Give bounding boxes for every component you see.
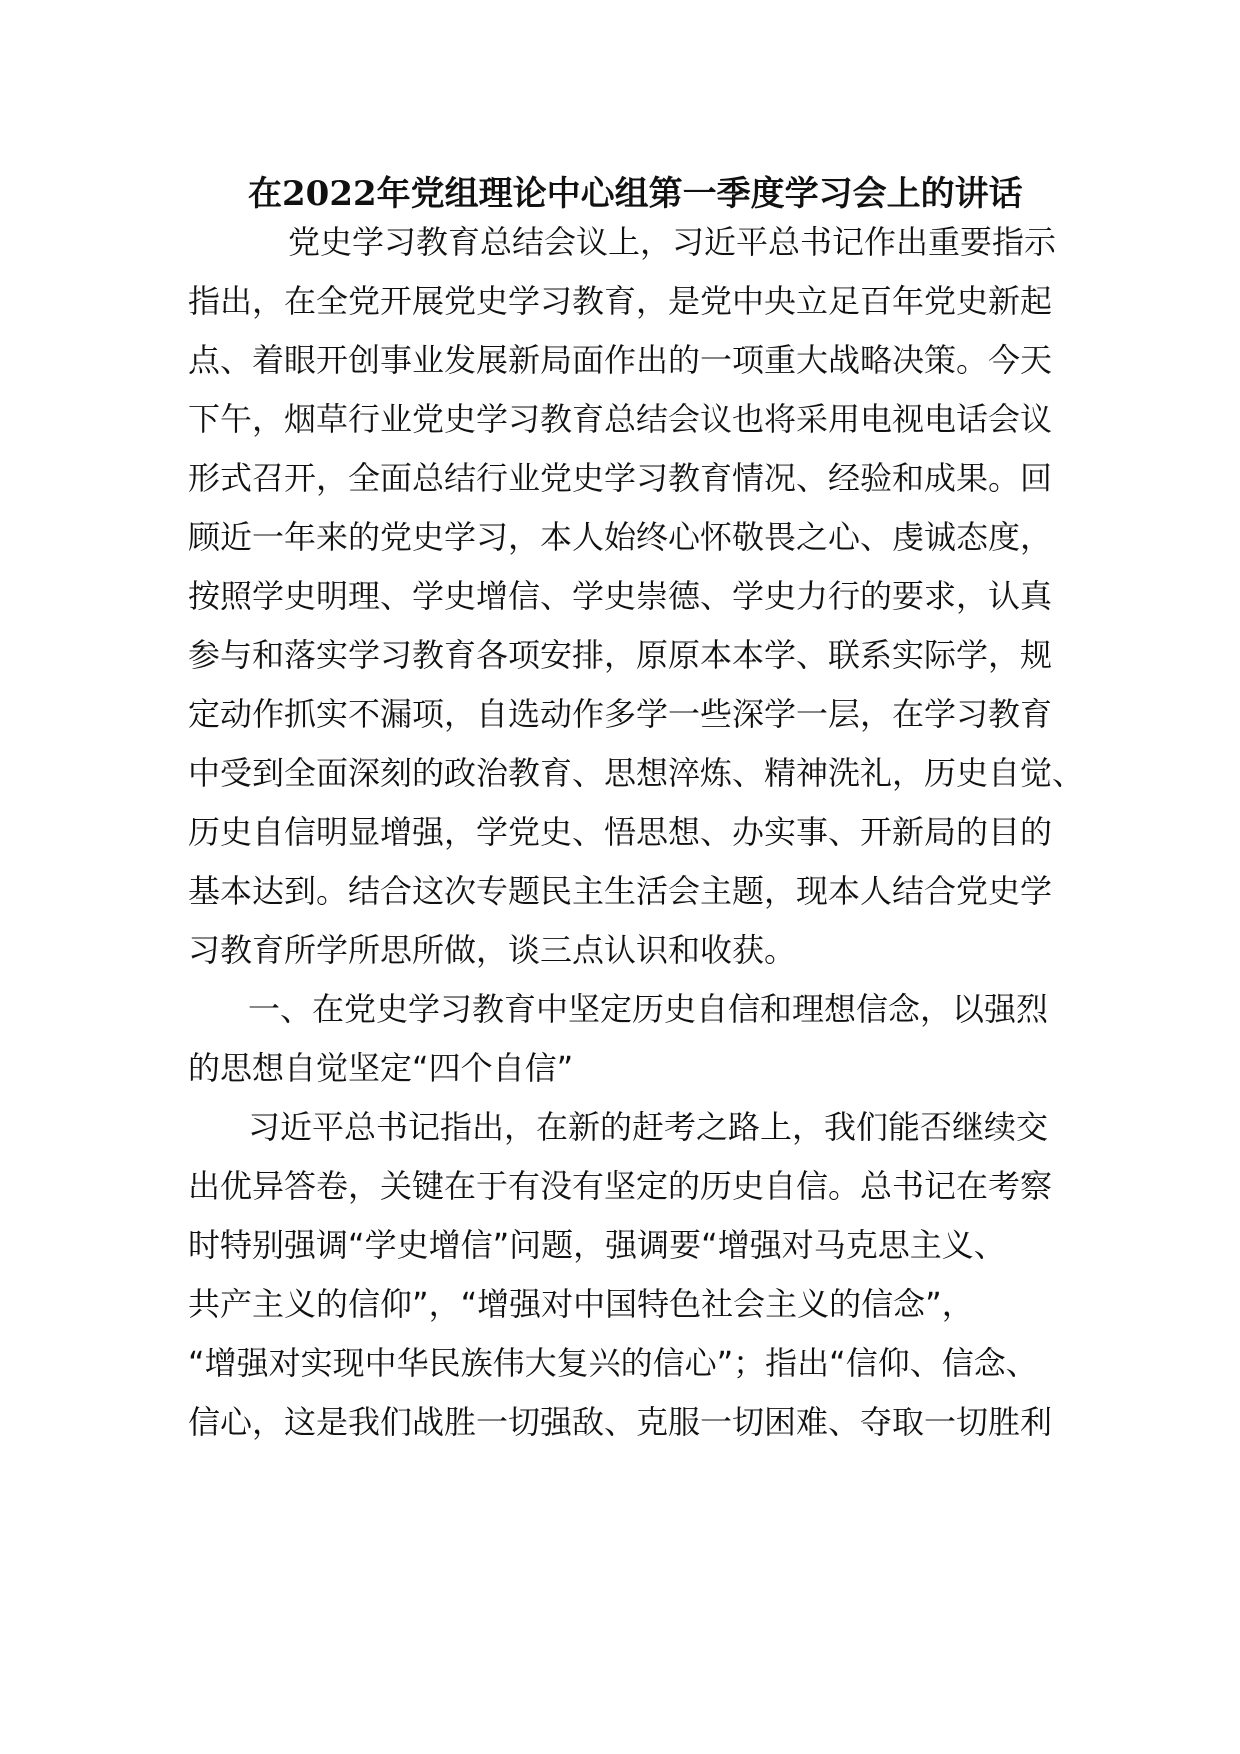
body-line: 中受到全面深刻的政治教育、思想淬炼、精神洗礼，历史自觉、 xyxy=(188,754,1085,792)
body-line: 下午，烟草行业党史学习教育总结会议也将采用电视电话会议 xyxy=(188,400,1053,438)
document-title: 在2022年党组理论中心组第一季度学习会上的讲话 xyxy=(248,174,1023,214)
body-line: 按照学史明理、学史增信、学史崇德、学史力行的要求，认真 xyxy=(188,577,1053,615)
body-line: 信心，这是我们战胜一切强敌、克服一切困难、夺取一切胜利 xyxy=(188,1403,1053,1441)
section-heading-line: 的思想自觉坚定“四个自信” xyxy=(188,1049,574,1087)
section-heading-line: 一、在党史学习教育中坚定历史自信和理想信念，以强烈 xyxy=(248,990,1049,1028)
body-line: 顾近一年来的党史学习，本人始终心怀敬畏之心、虔诚态度， xyxy=(188,518,1053,556)
body-line: 党史学习教育总结会议上，习近平总书记作出重要指示 xyxy=(288,223,1057,261)
body-line: 形式召开，全面总结行业党史学习教育情况、经验和成果。回 xyxy=(188,459,1053,497)
body-line: 共产主义的信仰”，“增强对中国特色社会主义的信念”， xyxy=(188,1285,974,1323)
body-line: “增强对实现中华民族伟大复兴的信心”；指出“信仰、信念、 xyxy=(188,1344,1038,1382)
body-line: 基本达到。结合这次专题民主生活会主题，现本人结合党史学 xyxy=(188,872,1053,910)
body-line: 指出，在全党开展党史学习教育，是党中央立足百年党史新起 xyxy=(188,282,1053,320)
body-line: 历史自信明显增强，学党史、悟思想、办实事、开新局的目的 xyxy=(188,813,1053,851)
body-line: 定动作抓实不漏项，自选动作多学一些深学一层，在学习教育 xyxy=(188,695,1053,733)
body-line: 点、着眼开创事业发展新局面作出的一项重大战略决策。今天 xyxy=(188,341,1053,379)
body-line: 习近平总书记指出，在新的赶考之路上，我们能否继续交 xyxy=(248,1108,1049,1146)
body-line: 出优异答卷，关键在于有没有坚定的历史自信。总书记在考察 xyxy=(188,1167,1053,1205)
body-line: 参与和落实学习教育各项安排，原原本本学、联系实际学，规 xyxy=(188,636,1053,674)
body-line: 时特别强调“学史增信”问题，强调要“增强对马克思主义、 xyxy=(188,1226,1006,1264)
body-line: 习教育所学所思所做，谈三点认识和收获。 xyxy=(188,931,797,969)
